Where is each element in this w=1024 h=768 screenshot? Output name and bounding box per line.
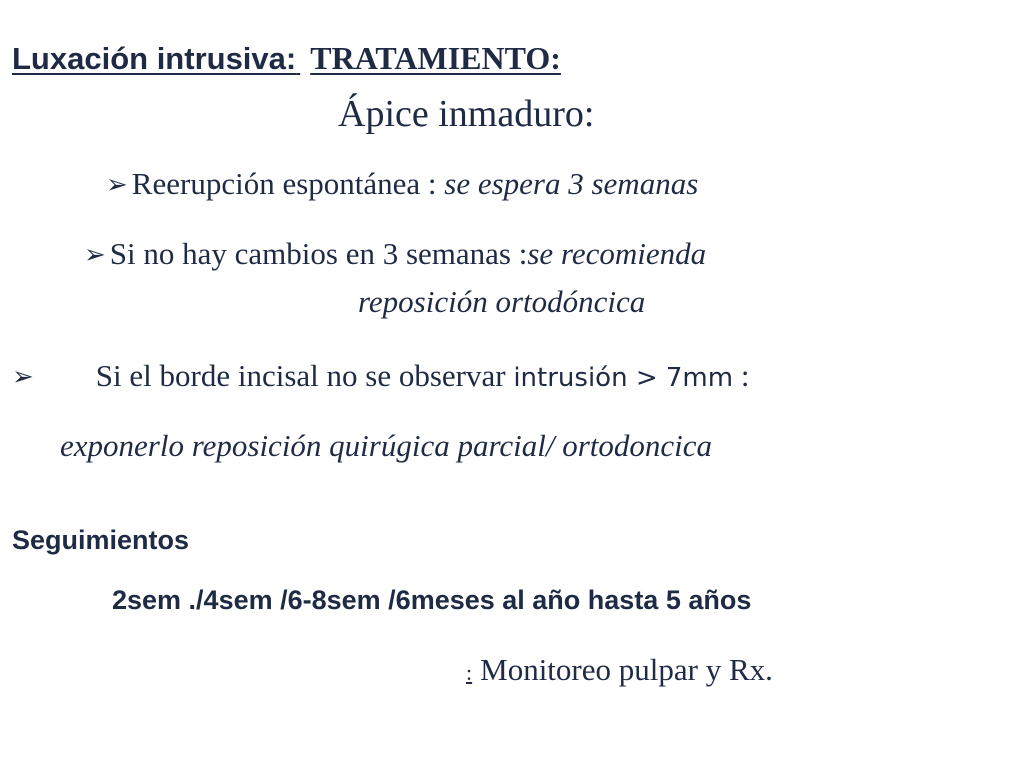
- monitoring-colon: :: [466, 660, 473, 685]
- bullet-sin-cambios: [84, 236, 706, 272]
- bullet-text: Si no hay cambios en 3 semanas :: [109, 236, 528, 271]
- arrow-bullet-icon: ➢: [106, 170, 128, 199]
- bullet-continuation: reposición ortodóncica: [358, 284, 646, 319]
- bullet-continuation: exponerlo reposición quirúgica parcial/ ortodoncica: [60, 428, 713, 463]
- slide-title: [12, 40, 561, 77]
- bullet-tail: :: [733, 358, 750, 393]
- title-topic: Luxación intrusiva:: [12, 41, 297, 76]
- bullet-reerupcion: [106, 166, 698, 202]
- arrow-bullet-icon: ➢: [12, 362, 34, 391]
- bullet-emphasis: se recomienda: [527, 236, 707, 271]
- title-section: TRATAMIENTO:: [310, 40, 561, 76]
- bullet-emphasis: se espera 3 semanas: [444, 166, 699, 201]
- bullet-text: Si el borde incisal no se observar: [95, 358, 514, 393]
- followup-monitoring: [466, 652, 773, 688]
- bullet-borde-incisal: [12, 358, 749, 394]
- followup-heading: Seguimientos: [12, 525, 190, 555]
- arrow-bullet-icon: ➢: [84, 240, 106, 269]
- bullet-measure: intrusión > 7mm: [513, 363, 734, 393]
- monitoring-text: Monitoreo pulpar y Rx.: [480, 652, 773, 687]
- followup-schedule: 2sem ./4sem /6-8sem /6meses al año hasta 5 años: [112, 585, 752, 615]
- bullet-text: Reerupción espontánea :: [131, 166, 445, 201]
- subtitle: Ápice inmaduro:: [338, 93, 595, 135]
